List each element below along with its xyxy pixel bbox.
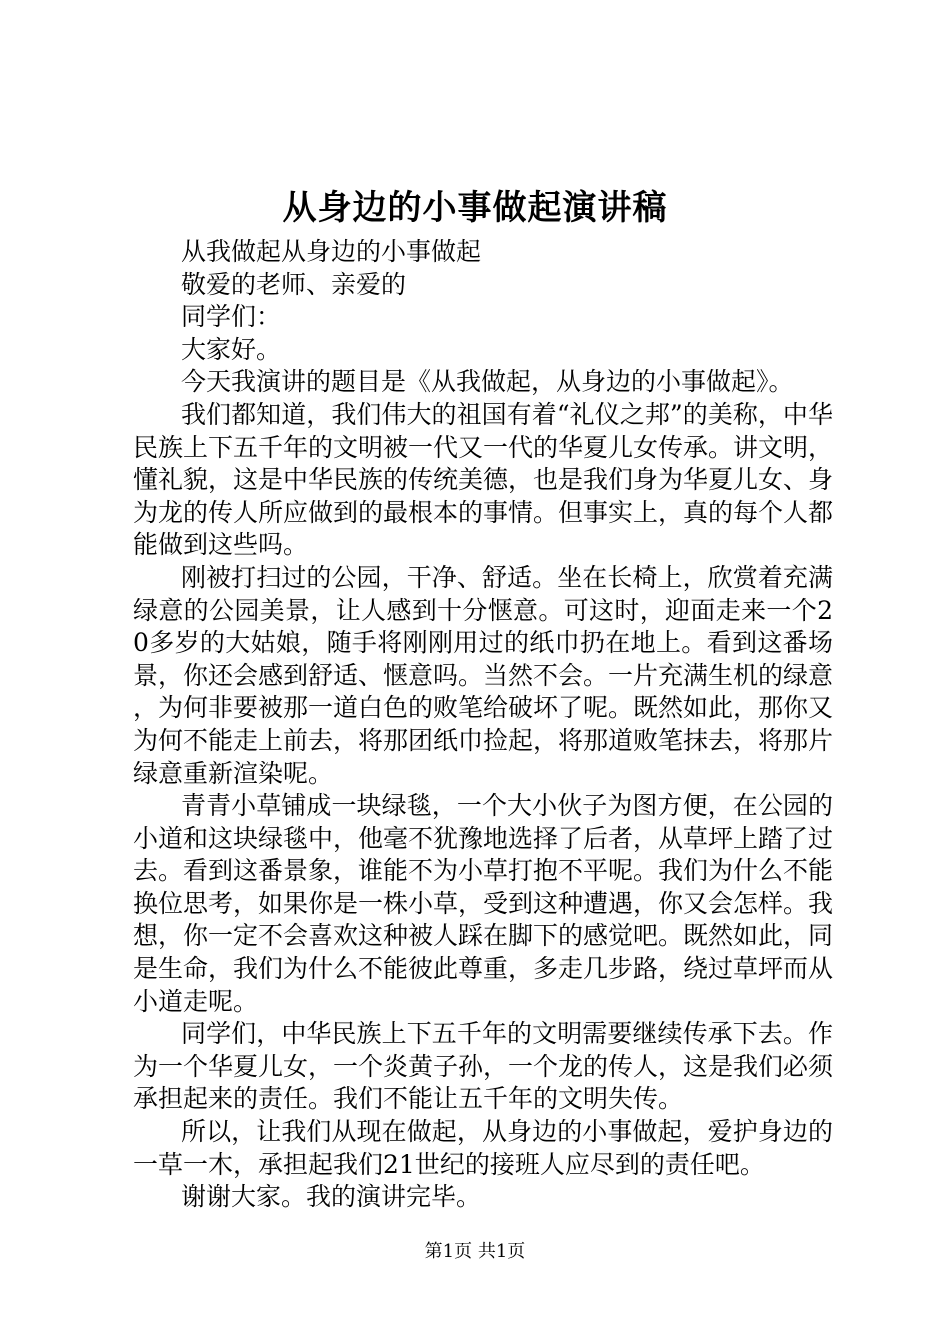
- paragraph: 谢谢大家。我的演讲完毕。: [181, 1182, 482, 1212]
- page-footer: 第1页 共1页: [424, 1241, 526, 1262]
- paragraph: 青青小草铺成一块绿毯，一个大小伙子为图方便，在公园的小道和这块绿毯中，他毫不犹豫地选择了后者，从草坪上踏了过去。看到这番景象，谁能不为小草打抱不平呢。我们为什么不能换位思考，如果你是一株小草，受到这种遭遇，你又会怎样。我想，你一定不会喜欢这种被人踩在脚下的感觉吧。既然如此，同是生命，我们为什么不能彼此尊重，多走几步路，绕过草坪而从小道走呢。: [133, 791, 834, 1016]
- document-title: 从身边的小事做起演讲稿: [282, 188, 668, 228]
- document-body: [133, 236, 833, 1214]
- paragraph: 今天我演讲的题目是《从我做起，从身边的小事做起》。: [181, 367, 794, 397]
- paragraph: 敬爱的老师、亲爱的: [181, 269, 407, 299]
- paragraph: 从我做起从身边的小事做起: [181, 237, 482, 266]
- paragraph: 大家好。: [181, 334, 282, 364]
- paragraph: 同学们：: [181, 302, 282, 332]
- paragraph: 我们都知道，我们伟大的祖国有着“礼仪之邦”的美称，中华民族上下五千年的文明被一代又一代的华夏儿女传承。讲文明，懂礼貌，这是中华民族的传统美德，也是我们身为华夏儿女、身为龙的传人所应做到的最根本的事情。但事实上，真的每个人都能做到这些吗。: [133, 399, 834, 560]
- paragraph: 所以，让我们从现在做起，从身边的小事做起，爱护身边的一草一木，承担起我们21世纪的接班人应尽到的责任吧。: [133, 1117, 833, 1179]
- paragraph: 刚被打扫过的公园，干净、舒适。坐在长椅上，欣赏着充满绿意的公园美景，让人感到十分惬意。可这时，迎面走来一个20多岁的大姑娘，随手将刚刚用过的纸巾扔在地上。看到这番场景，你还会感到舒适、惬意吗。当然不会。一片充满生机的绿意，为何非要被那一道白色的败笔给破坏了呢。既然如此，那你又为何不能走上前去，将那团纸巾捡起，将那道败笔抹去，将那片绿意重新渲染呢。: [133, 562, 834, 788]
- paragraph: 同学们，中华民族上下五千年的文明需要继续传承下去。作为一个华夏儿女，一个炎黄子孙，一个龙的传人，这是我们必须承担起来的责任。我们不能让五千年的文明失传。: [133, 1019, 834, 1114]
